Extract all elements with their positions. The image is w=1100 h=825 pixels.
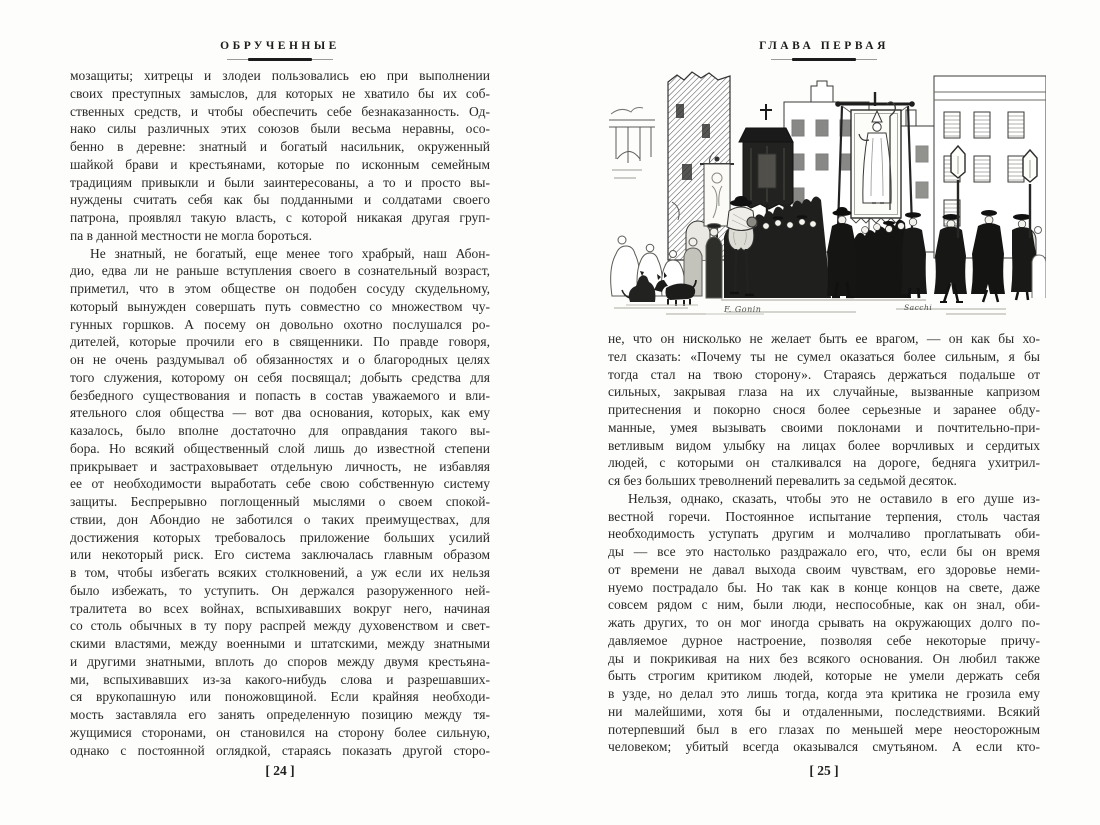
text-line: необходимость уступать другим и молчаливо проглатывать оби-	[608, 526, 1040, 542]
text-line: или некоторый риск. Его система заключалась главным образом	[70, 547, 490, 563]
text-line: мость заставляла его занять определенную позицию между тя-	[70, 707, 490, 722]
text-line: давляемое дурное настроение, позволяя себе некоторые причу-	[608, 632, 1040, 648]
text-line: ветливым видом улыбку на лицах более ворчливых и сердитых	[608, 437, 1040, 453]
text-line: традициям привыкли и были заинтересованы, а то и просто вы-	[70, 174, 490, 190]
text-line: в узде, но делал это лишь тогда, когда эта критика не грозила ему	[608, 686, 1040, 701]
text-line: того служения, которому он себя посвящал; добыть средства для	[70, 369, 490, 385]
text-line: ее от необходимости выработать себе свою собственную систему	[70, 476, 490, 492]
left-page-text	[70, 67, 490, 759]
text-line: ятельного слоя общества — вот два основания, которых, как ему	[70, 405, 490, 421]
text-line: Нельзя, однако, сказать, чтобы это не оставило в его душе из-	[628, 490, 1040, 506]
text-line: достижения которых требовалось приложение больших усилий	[70, 529, 490, 545]
header-rule-left	[227, 58, 333, 61]
text-line: ся врукопашную или поножовщиной. Если крайняя необходи-	[70, 689, 490, 705]
text-line: ни малейшими, хотя бы и отдаленными, последствиями. Всякий	[608, 703, 1040, 719]
text-line: ми, вспыхивавших из-за какого-нибудь слова и разрешавших-	[70, 671, 490, 687]
arch-ruin	[609, 108, 655, 179]
running-head-left: ОБРУЧЕННЫЕ	[220, 40, 340, 52]
text-line: он не очень раздумывал об обязанностях и о благородных целях	[70, 352, 490, 367]
text-line: дителей, которые прочили его в священники. По правде говоря,	[70, 334, 490, 350]
text-line: нуемо пострадало бы. Но так как в конце концов на свете, даже	[608, 579, 1040, 595]
text-line: людей, с которыми он сталкивался на дороге, бедняга ухитрил-	[608, 455, 1040, 471]
right-page-number: [ 25 ]	[809, 763, 839, 778]
text-line: от времени не давал выхода своим чувствам, его здоровье неми-	[608, 561, 1040, 577]
text-line: мозащиты; хитрецы и злодеи пользовались ею при выполнении	[70, 68, 490, 83]
text-line: манные, умея вызывать своими поклонами и почтительно-при-	[608, 419, 1040, 435]
text-line: прикрывает и застраховывает отдельную личность, не избавляя	[70, 458, 490, 474]
text-line: нуждены считать себя как бы подданными и солдатами своего	[70, 192, 490, 208]
text-line: своих преступных замыслов, для которых не хватило бы их соб-	[70, 85, 490, 101]
text-line: в том, чтобы избегать всяких столкновений, а уж если их нельзя	[70, 565, 490, 580]
text-line: однако с постоянной оглядкой, стараясь показать другой сторо-	[70, 742, 490, 758]
text-line: ды — все это настолько раздражало его, что, если бы он время	[608, 544, 1040, 559]
right-page-text	[608, 330, 1040, 756]
header-rule-right	[771, 58, 877, 61]
text-line: ствии, дон Абондио не заботился о таких преимуществах, для	[70, 511, 490, 527]
text-line: патрона, проявлял такую власть, с которой никакая другая груп-	[70, 210, 490, 225]
text-line: ся без больших треволнений перевалить за седьмой десяток.	[608, 473, 957, 488]
text-line: сильных, закрывая глаза на их случайные, вызванные капризом	[608, 384, 1040, 400]
text-line: тел сказать: «Почему ты не сумел оказаться более сильным, я бы	[608, 348, 1040, 364]
text-line: дио, едва ли не раньше вступления своего в сознательный возраст,	[70, 263, 490, 279]
text-line: совсем рядом с ним, были люди, неспособные, как он знал, оби-	[608, 597, 1040, 613]
running-head-right: ГЛАВА ПЕРВАЯ	[759, 40, 889, 52]
text-line: ственных средств, и чтобы обеспечить себе безнаказанность. Од-	[70, 103, 490, 119]
left-page-number: [ 24 ]	[265, 763, 295, 778]
text-line: было избежать, то уступить. Он держался разоруженного ней-	[70, 582, 490, 598]
text-line: быть строгим критиком людей, которые не умели держать себя	[608, 668, 1040, 684]
text-line: тралитета во всех войнах, вспыхивавших вокруг него, начиная	[70, 600, 490, 616]
text-line: приметил, что в этом обществе он подобен сосуду скудельному,	[70, 281, 490, 296]
procession-right-group	[934, 210, 1037, 302]
text-line: ды и покрикивая на них без всякого основания. Он любил также	[608, 650, 1040, 666]
text-line: бора. Но всякий общественный слой лишь до известной степени	[70, 440, 490, 456]
text-line: и другими знатными, вплоть до споров между двумя крестьяна-	[70, 653, 490, 669]
text-line: тогда стал на твою сторону». Стараясь держаться подальше от	[608, 366, 1040, 382]
procession-illustration	[606, 62, 1046, 320]
text-line: притеснения и покорно снося более серьезные и заранее обду-	[608, 402, 1040, 417]
ground-hatching	[614, 300, 1006, 314]
text-line: Не знатный, не богатый, еще менее того храбрый, наш Абон-	[90, 245, 490, 261]
text-line: не, что он нисколько не желает быть ее врагом, — он как бы хо-	[608, 331, 1040, 346]
text-line: казалось, было вполне достаточно для оправдания такого вы-	[70, 423, 490, 438]
text-line: шайкой брави и крестьянами, которые по исконным семейным	[70, 156, 490, 172]
text-line: который вынужден совершать путь совместно со множеством чу-	[70, 298, 490, 314]
text-line: потерпевший был в его глазах по меньшей мере неосторожным	[608, 721, 1040, 737]
text-line: гунных горшков. А посему он довольно охотно послушался ро-	[70, 316, 490, 332]
text-line: па в данной местности не могла бороться.	[70, 227, 312, 243]
text-line: со столь обычных в ту пору распрей между духовенством и свет-	[70, 618, 490, 634]
text-line: бенно в деревне: знатный и богатый насильник, окруженный	[70, 139, 490, 154]
text-line: вестной горечи. Постоянное испытание терпения, столь частая	[608, 508, 1040, 524]
text-line: защиты. Беспрерывно поглощенный мыслями о своем спокой-	[70, 494, 490, 509]
text-line: жущимися сторонами, он становился на сторону более сильную,	[70, 724, 490, 740]
signature-gonin: F. Gonin	[724, 305, 762, 314]
text-line: скими властями, между военными и штатскими, между знатными	[70, 636, 490, 651]
text-line: человеком; убитый всегда оказывался смутьяном. А если кто-	[608, 739, 1040, 755]
text-line: нако силы различных этих союзов были весьма неравны, осо-	[70, 121, 490, 137]
signature-sacchi: Sacchi	[904, 303, 933, 312]
text-line: жать других, то он мог иногда срывать на окружающих долго по-	[608, 615, 1040, 630]
text-line: безбедного существования и попасть в состав уважаемого и вли-	[70, 387, 490, 403]
